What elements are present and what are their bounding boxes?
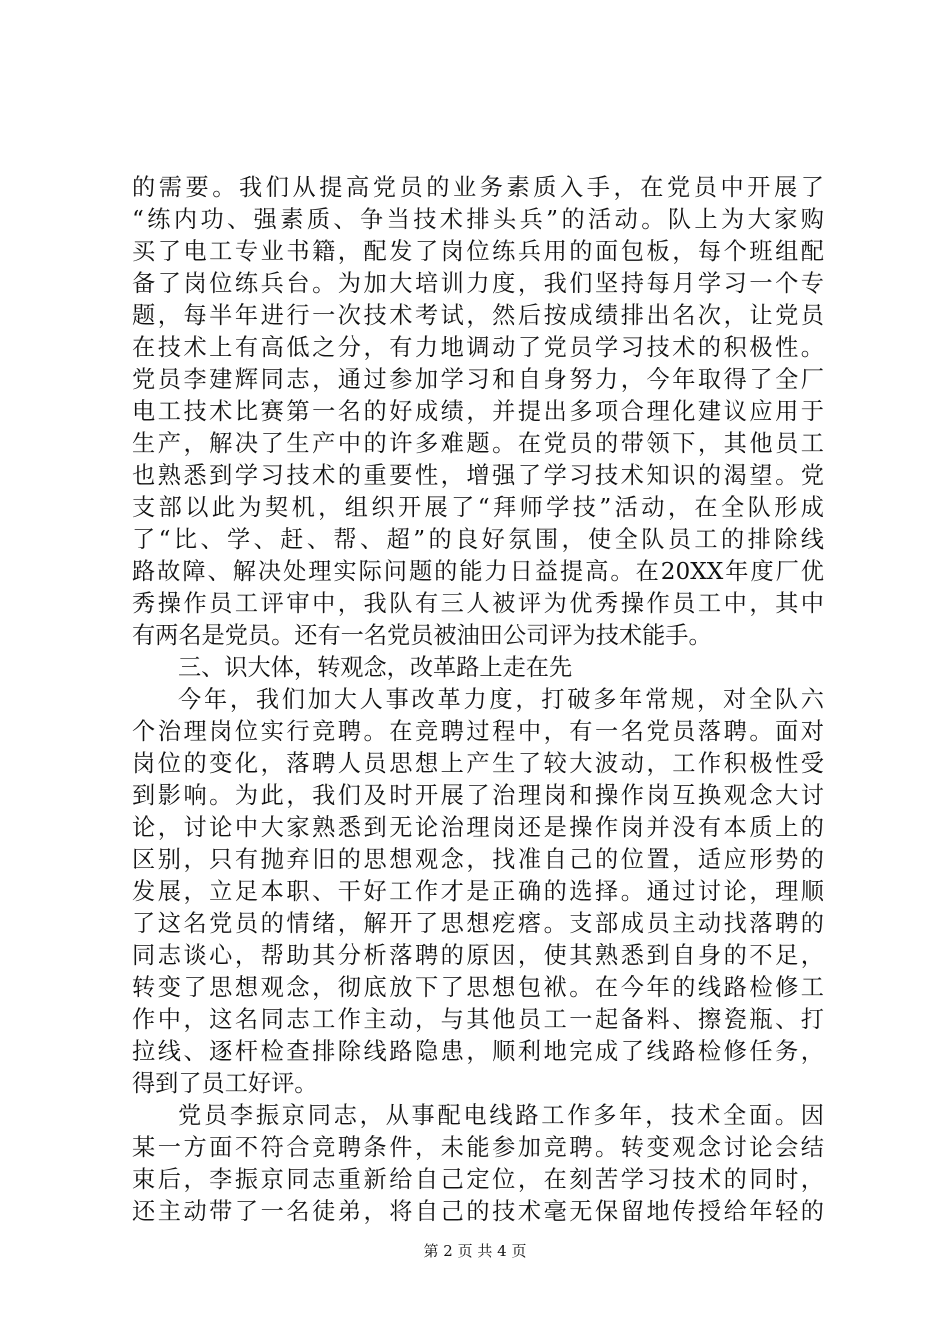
text-line: 岗位的变化，落聘人员思想上产生了较大波动，工作积极性受: [132, 750, 824, 777]
text-line: 束后，李振京同志重新给自己定位，在刻苦学习技术的同时，: [132, 1166, 824, 1193]
text-line: 党员李振京同志，从事配电线路工作多年，技术全面。因: [178, 1102, 824, 1129]
text-line: 有两名是党员。还有一名党员被油田公司评为技术能手。: [132, 622, 712, 649]
text-line: 备了岗位练兵台。为加大培训力度，我们坚持每月学习一个专: [132, 270, 824, 297]
text-line: 也熟悉到学习技术的重要性，增强了学习技术知识的渴望。党: [132, 462, 824, 489]
text-line: 三、识大体，转观念，改革路上走在先: [178, 654, 573, 681]
text-line: 区别，只有抛弃旧的思想观念，找准自己的位置，适应形势的: [132, 846, 824, 873]
text-line: 同志谈心，帮助其分析落聘的原因，使其熟悉到自身的不足，: [132, 942, 824, 969]
text-line: 得到了员工好评。: [132, 1070, 318, 1097]
text-line: 转变了思想观念，彻底放下了思想包袱。在今年的线路检修工: [132, 974, 824, 1001]
text-line: 题，每半年进行一次技术考试，然后按成绩排出名次，让党员: [132, 302, 824, 329]
text-line: 到影响。为此，我们及时开展了治理岗和操作岗互换观念大讨: [132, 782, 824, 809]
body-text: [132, 172, 824, 1228]
text-line: 论，讨论中大家熟悉到无论治理岗还是操作岗并没有本质上的: [132, 814, 824, 841]
text-line: 路故障、解决处理实际问题的能力日益提高。在20XX年度厂优: [132, 558, 824, 585]
text-line: 生产，解决了生产中的许多难题。在党员的带领下，其他员工: [132, 430, 824, 457]
text-line: 在技术上有高低之分，有力地调动了党员学习技术的积极性。: [132, 334, 824, 361]
text-line: “练内功、强素质、争当技术排头兵”的活动。队上为大家购: [132, 206, 824, 233]
text-line: 今年，我们加大人事改革力度，打破多年常规，对全队六: [178, 686, 824, 713]
text-line: 了“比、学、赶、帮、超”的良好氛围，使全队员工的排除线: [132, 526, 824, 553]
text-line: 了这名党员的情绪，解开了思想疙瘩。支部成员主动找落聘的: [132, 910, 824, 937]
text-line: 拉线、逐杆检查排除线路隐患，顺利地完成了线路检修任务，: [132, 1038, 824, 1065]
text-line: 个治理岗位实行竞聘。在竞聘过程中，有一名党员落聘。面对: [132, 718, 824, 745]
text-line: 作中，这名同志工作主动，与其他员工一起备料、擦瓷瓶、打: [132, 1006, 824, 1033]
text-line: 电工技术比赛第一名的好成绩，并提出多项合理化建议应用于: [132, 398, 824, 425]
page-footer: 第 2 页 共 4 页: [423, 1242, 527, 1260]
text-line: 买了电工专业书籍，配发了岗位练兵用的面包板，每个班组配: [132, 238, 824, 265]
text-line: 支部以此为契机，组织开展了“拜师学技”活动，在全队形成: [132, 494, 824, 521]
text-line: 的需要。我们从提高党员的业务素质入手，在党员中开展了: [132, 174, 824, 201]
text-line: 秀操作员工评审中，我队有三人被评为优秀操作员工中，其中: [132, 590, 824, 617]
text-line: 发展，立足本职、干好工作才是正确的选择。通过讨论，理顺: [132, 878, 824, 905]
text-line: 某一方面不符合竞聘条件，未能参加竞聘。转变观念讨论会结: [132, 1134, 824, 1161]
text-line: 党员李建辉同志，通过参加学习和自身努力，今年取得了全厂: [132, 366, 824, 393]
text-line: 还主动带了一名徒弟，将自己的技术毫无保留地传授给年轻的: [132, 1198, 824, 1225]
